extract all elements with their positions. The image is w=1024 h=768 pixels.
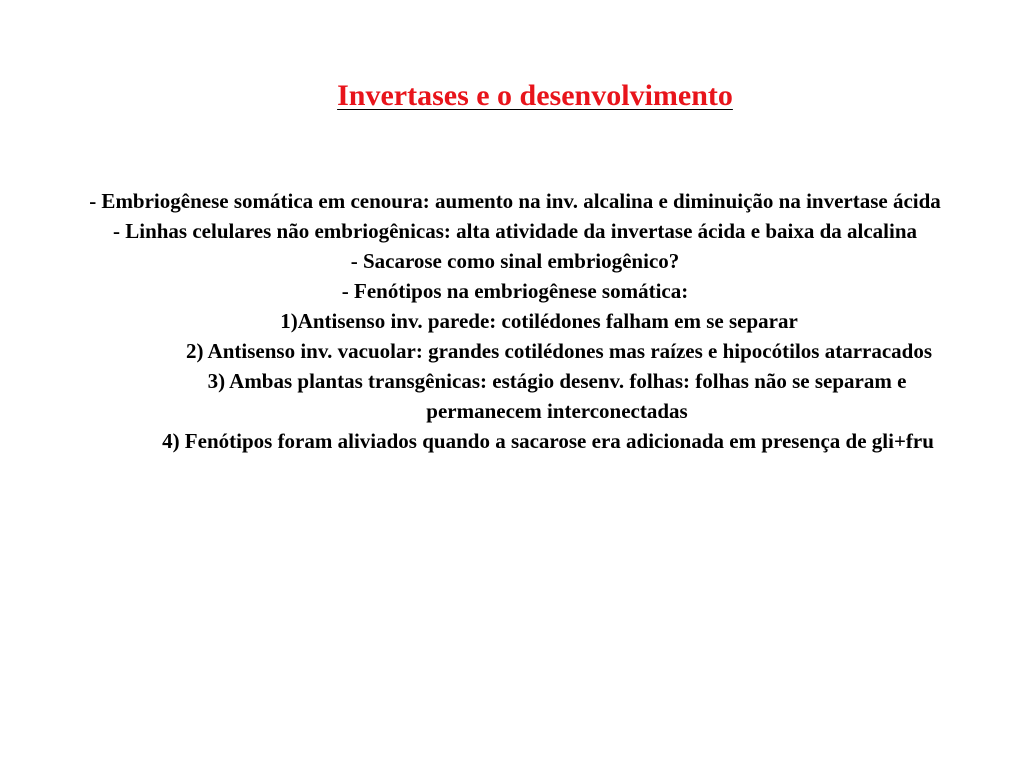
sub-item-4: 4) Fenótipos foram aliviados quando a sacarose era adicionada em presença de gli+fru xyxy=(162,429,934,453)
bullet-line-2: - Linhas celulares não embriogênicas: alta atividade da invertase ácida e baixa da alcalina xyxy=(112,219,918,243)
bullet-line-1: - Embriogênese somática em cenoura: aumento na inv. alcalina e diminuição na invertase ácida xyxy=(89,189,941,213)
sub-item-2: 2) Antisenso inv. vacuolar: grandes cotilédones mas raízes e hipocótilos atarracados xyxy=(185,339,933,363)
bullet-line-3: - Sacarose como sinal embriogênico? xyxy=(350,249,680,273)
slide-title: Invertases e o desenvolvimento xyxy=(337,79,733,112)
sub-item-1: 1)Antisenso inv. parede: cotilédones falham em se separar xyxy=(280,309,798,333)
bullet-line-4: - Fenótipos na embriogênese somática: xyxy=(341,279,689,303)
sub-item-3: 3) Ambas plantas transgênicas: estágio desenv. folhas: folhas não se separam e permanecem interconectadas xyxy=(207,369,949,423)
slide-body xyxy=(60,186,970,456)
